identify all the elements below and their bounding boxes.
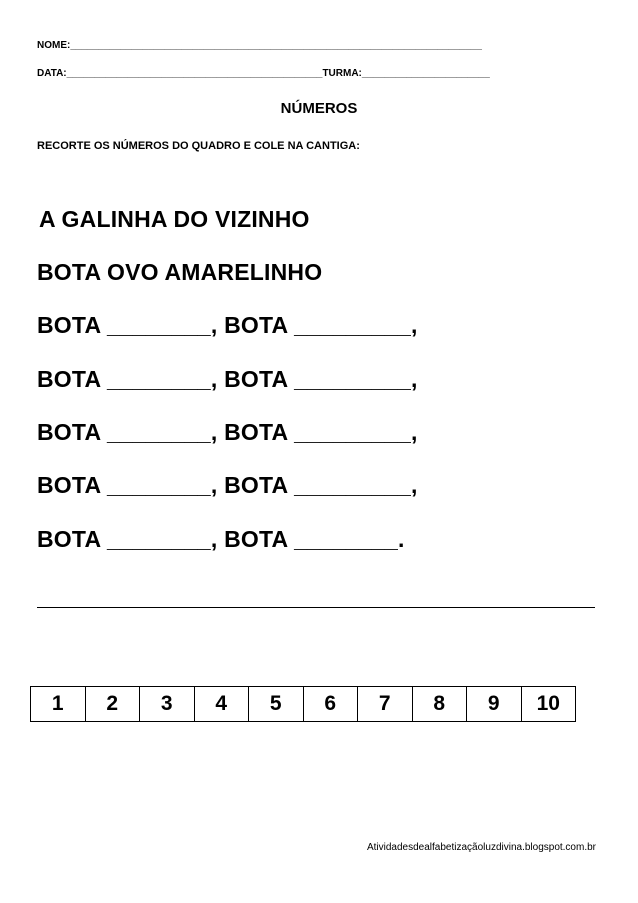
song-line-6: BOTA ________, BOTA _________, <box>37 472 418 498</box>
number-cell: 6 <box>303 687 358 722</box>
number-cell: 9 <box>467 687 522 722</box>
numbers-table <box>30 686 576 722</box>
song-line-2: BOTA OVO AMARELINHO <box>37 259 323 285</box>
number-cell: 5 <box>249 687 304 722</box>
page-title: NÚMEROS <box>280 100 358 117</box>
song-line-5: BOTA ________, BOTA _________, <box>37 419 418 445</box>
instruction-text: RECORTE OS NÚMEROS DO QUADRO E COLE NA CANTIGA: <box>37 140 360 152</box>
answer-rule-line <box>37 607 595 608</box>
footer-credit: Atividadesdealfabetizaçãoluzdivina.blogspot.com.br <box>366 842 596 853</box>
number-cell: 1 <box>31 687 86 722</box>
name-field-line: NOME:__________________________________________________________________________ <box>37 40 482 51</box>
number-cell: 10 <box>521 687 576 722</box>
number-cell: 7 <box>358 687 413 722</box>
song-line-1: A GALINHA DO VIZINHO <box>39 206 310 232</box>
number-cell: 4 <box>194 687 249 722</box>
song-line-4: BOTA ________, BOTA _________, <box>37 366 418 392</box>
number-cell: 8 <box>412 687 467 722</box>
number-cell: 3 <box>140 687 195 722</box>
date-class-field-line: DATA:______________________________________________TURMA:_______________________ <box>37 68 490 79</box>
number-cell: 2 <box>85 687 140 722</box>
numbers-row <box>31 687 576 722</box>
song-line-7: BOTA ________, BOTA ________. <box>37 526 405 552</box>
song-line-3: BOTA ________, BOTA _________, <box>37 312 418 338</box>
